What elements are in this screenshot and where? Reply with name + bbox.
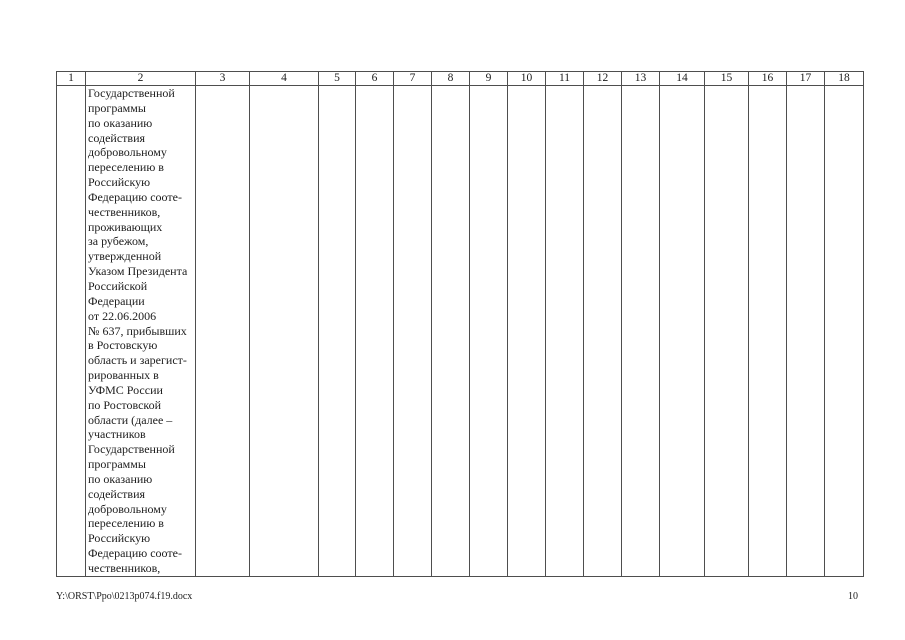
empty-cell-col-11 [546, 86, 584, 577]
empty-cell-col-13 [622, 86, 660, 577]
text-line: область и зарегист- [88, 353, 187, 368]
text-line: по Ростовской [88, 397, 162, 412]
header-row [57, 72, 864, 86]
text-line: Федерации [88, 293, 145, 308]
column-number-10: 10 [508, 72, 546, 86]
text-line: № 637, прибывших [88, 323, 187, 338]
text-line: добровольному [88, 501, 167, 516]
text-line: Российскую [88, 531, 151, 546]
text-line: добровольному [88, 145, 167, 160]
text-line: Государственной [88, 442, 175, 457]
text-line: содействия [88, 486, 146, 501]
text-line: области (далее – [88, 412, 173, 427]
column-number-11: 11 [546, 72, 584, 86]
empty-cell-col-1 [57, 86, 86, 577]
empty-cell-col-6 [356, 86, 394, 577]
empty-cell-col-16 [749, 86, 787, 577]
text-line: переселению в [88, 160, 164, 175]
column-number-6: 6 [356, 72, 394, 86]
text-line: Государственной [88, 86, 175, 100]
column-number-8: 8 [432, 72, 470, 86]
empty-cell-col-17 [787, 86, 825, 577]
column-number-14: 14 [660, 72, 705, 86]
column-number-15: 15 [705, 72, 749, 86]
column-number-16: 16 [749, 72, 787, 86]
text-line: Федерацию сооте- [88, 189, 182, 204]
column-number-3: 3 [196, 72, 250, 86]
empty-cell-col-9 [470, 86, 508, 577]
empty-cell-col-4 [250, 86, 319, 577]
column-number-4: 4 [250, 72, 319, 86]
column-number-17: 17 [787, 72, 825, 86]
empty-cell-col-8 [432, 86, 470, 577]
column-number-9: 9 [470, 72, 508, 86]
empty-cell-col-10 [508, 86, 546, 577]
page-number: 10 [848, 591, 858, 602]
text-line: программы [88, 100, 146, 115]
footer-file-path: Y:\ORST\Ppo\0213p074.f19.docx [56, 591, 193, 602]
text-line: Указом Президента [88, 264, 188, 279]
text-line: Российскую [88, 175, 151, 190]
empty-cell-col-15 [705, 86, 749, 577]
text-line: чественников, [88, 204, 161, 219]
text-line: за рубежом, [88, 234, 149, 249]
empty-cell-col-12 [584, 86, 622, 577]
column-number-1: 1 [57, 72, 86, 86]
column-number-7: 7 [394, 72, 432, 86]
empty-cell-col-5 [319, 86, 356, 577]
text-line: утвержденной [88, 249, 162, 264]
text-line: в Ростовскую [88, 338, 158, 353]
text-line: от 22.06.2006 [88, 308, 157, 323]
text-line: Федерацию сооте- [88, 546, 182, 561]
text-line: УФМС России [88, 382, 163, 397]
empty-cell-col-18 [825, 86, 864, 577]
empty-cell-col-14 [660, 86, 705, 577]
text-line: чественников, [88, 561, 161, 575]
text-line: участников [88, 427, 146, 442]
text-line: Российской [88, 278, 148, 293]
text-line: переселению в [88, 516, 164, 531]
text-line: программы [88, 457, 146, 472]
column-number-2: 2 [86, 72, 196, 86]
text-line: по оказанию [88, 471, 153, 486]
column-number-5: 5 [319, 72, 356, 86]
text-line: рированных в [88, 368, 159, 383]
empty-cell-col-3 [196, 86, 250, 577]
text-line: по оказанию [88, 115, 153, 130]
empty-cell-col-7 [394, 86, 432, 577]
description-cell [86, 86, 196, 577]
column-number-12: 12 [584, 72, 622, 86]
column-number-13: 13 [622, 72, 660, 86]
data-table [56, 71, 864, 577]
text-line: содействия [88, 130, 146, 145]
column-number-18: 18 [825, 72, 864, 86]
table-row [57, 86, 864, 577]
text-line: проживающих [88, 219, 163, 234]
